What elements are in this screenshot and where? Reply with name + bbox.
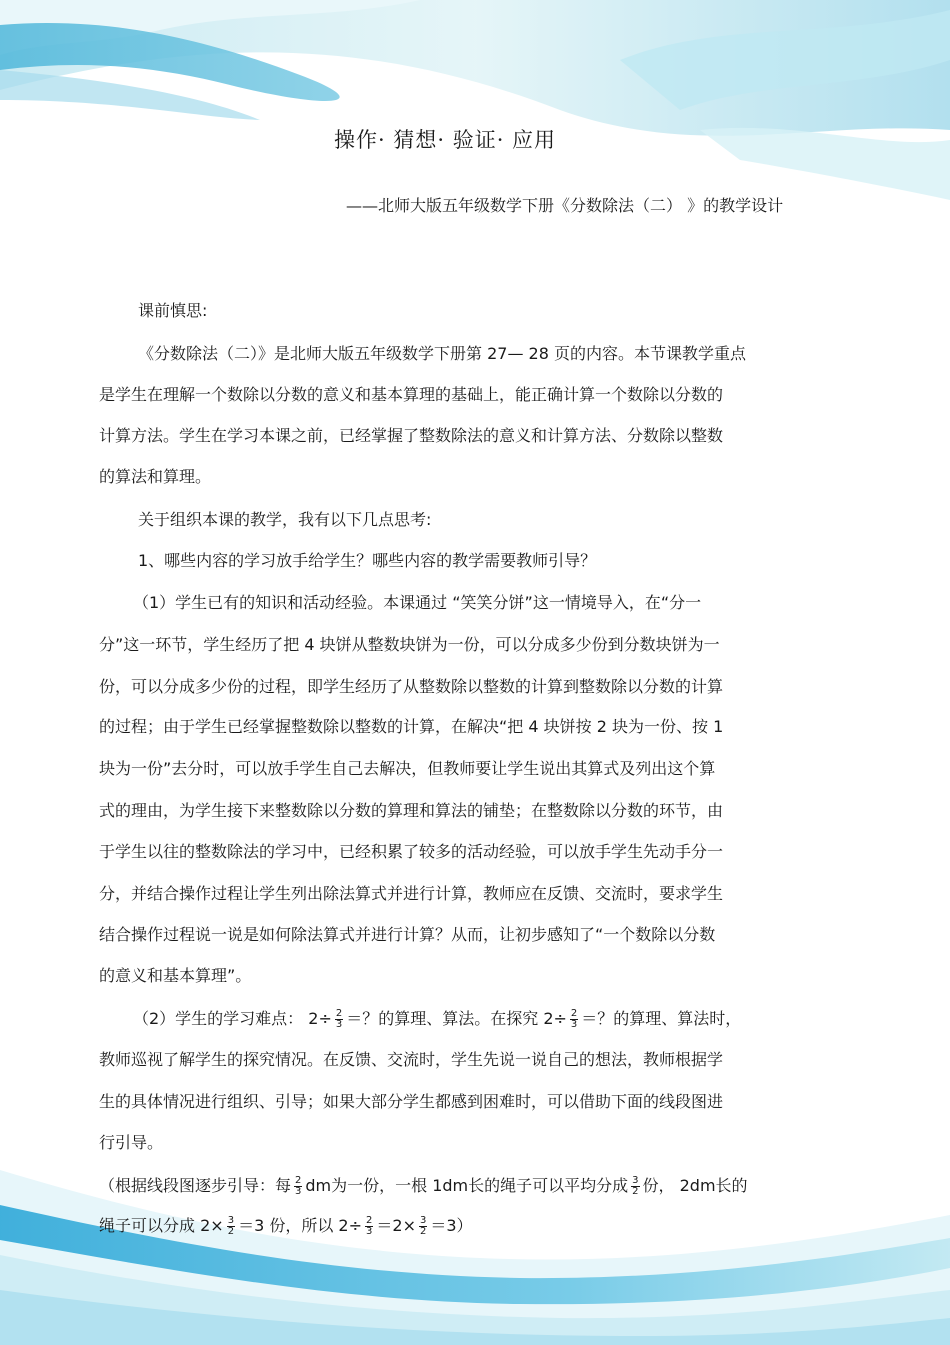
paragraph-line: 于学生以往的整数除法的学习中，已经积累了较多的活动经验，可以放手学生先动手分一 xyxy=(99,842,724,861)
fraction xyxy=(419,1216,427,1237)
paragraph-line: 《分数除法（二）》是北师大版五年级数学下册第 27— 28 页的内容。本节课教学重点 xyxy=(138,344,746,363)
text-segment: 绳子可以分成 2× xyxy=(99,1216,224,1235)
fraction-numerator: 3 xyxy=(227,1215,235,1226)
fraction xyxy=(570,1009,578,1030)
paragraph-line: 的过程；由于学生已经掌握整数除以整数的计算，在解决“把 4 块饼按 2 块为一份、按 1 xyxy=(99,717,724,736)
paragraph-line: 计算方法。学生在学习本课之前，已经掌握了整数除法的意义和计算方法、分数除以整数 xyxy=(99,426,724,445)
paragraph-line: 行引导。 xyxy=(99,1133,164,1152)
text-segment: ＝3 份，所以 2÷ xyxy=(238,1216,363,1235)
paragraph-line: 教师巡视了解学生的探究情况。在反馈、交流时，学生先说一说自己的想法，教师根据学 xyxy=(99,1050,724,1069)
paragraph-line: 是学生在理解一个数除以分数的意义和基本算理的基础上，能正确计算一个数除以分数的 xyxy=(99,385,724,404)
paragraph-line: 的算法和算理。 xyxy=(99,467,212,486)
text-segment: ＝2× xyxy=(376,1216,416,1235)
text-segment: ＝3） xyxy=(430,1216,473,1235)
paragraph-line: 分”这一环节，学生经历了把 4 块饼从整数块饼为一份，可以分成多少份到分数块饼为一 xyxy=(99,635,720,654)
fraction xyxy=(335,1009,343,1030)
question-line: 1、哪些内容的学习放手给学生？哪些内容的教学需要教师引导？ xyxy=(138,551,597,570)
fraction-denominator: 2 xyxy=(632,1186,639,1197)
fraction-numerator: 2 xyxy=(335,1008,343,1019)
document-subtitle: ——北师大版五年级数学下册《分数除法（二） 》的教学设计 xyxy=(346,196,784,215)
formula-line xyxy=(99,1176,748,1197)
fraction-denominator: 3 xyxy=(295,1186,302,1197)
fraction xyxy=(227,1216,235,1237)
text-segment: ＝？的算理、算法。在探究 2÷ xyxy=(346,1009,567,1028)
paragraph-line: 的意义和基本算理”。 xyxy=(99,966,252,985)
fraction-denominator: 3 xyxy=(335,1019,343,1030)
fraction xyxy=(294,1176,302,1197)
section-heading: 课前慎思: xyxy=(138,301,208,320)
paragraph-line: 块为一份”去分时，可以放手学生自己去解决，但教师要让学生说出其算式及列出这个算 xyxy=(99,759,716,778)
fraction-denominator: 3 xyxy=(366,1226,373,1237)
formula-line xyxy=(99,1216,473,1237)
text-segment: dm为一份，一根 1dm长的绳子可以平均分成 xyxy=(305,1176,629,1195)
text-segment: ＝？的算理、算法时， xyxy=(581,1009,742,1028)
paragraph-line: （1）学生已有的知识和活动经验。本课通过 “笑笑分饼”这一情境导入，在“分一 xyxy=(133,593,702,612)
fraction-numerator: 3 xyxy=(419,1215,427,1226)
fraction-numerator: 2 xyxy=(366,1215,373,1226)
paragraph-line: 结合操作过程说一说是如何除法算式并进行计算？从而，让初步感知了“一个数除以分数 xyxy=(99,925,716,944)
text-segment: （根据线段图逐步引导：每 xyxy=(99,1176,292,1195)
fraction-numerator: 3 xyxy=(632,1175,639,1186)
fraction xyxy=(631,1176,639,1197)
text-segment: （2）学生的学习难点： 2÷ xyxy=(133,1009,332,1028)
fraction-numerator: 2 xyxy=(570,1008,578,1019)
fraction-denominator: 2 xyxy=(227,1226,235,1237)
fraction-numerator: 2 xyxy=(295,1175,302,1186)
paragraph-line: 式的理由，为学生接下来整数除以分数的算理和算法的铺垫；在整数除以分数的环节，由 xyxy=(99,801,724,820)
fraction-denominator: 2 xyxy=(419,1226,427,1237)
paragraph-line: 份，可以分成多少份的过程，即学生经历了从整数除以整数的计算到整数除以分数的计算 xyxy=(99,677,724,696)
fraction-denominator: 3 xyxy=(570,1019,578,1030)
document-title: 操作· 猜想· 验证· 应用 xyxy=(334,128,557,152)
paragraph-line: 关于组织本课的教学，我有以下几点思考: xyxy=(138,510,432,529)
formula-line xyxy=(133,1009,741,1030)
text-segment: 份， 2dm长的 xyxy=(642,1176,748,1195)
paragraph-line: 分，并结合操作过程让学生列出除法算式并进行计算，教师应在反馈、交流时，要求学生 xyxy=(99,884,724,903)
fraction xyxy=(365,1216,373,1237)
paragraph-line: 生的具体情况进行组织、引导；如果大部分学生都感到困难时，可以借助下面的线段图进 xyxy=(99,1092,724,1111)
